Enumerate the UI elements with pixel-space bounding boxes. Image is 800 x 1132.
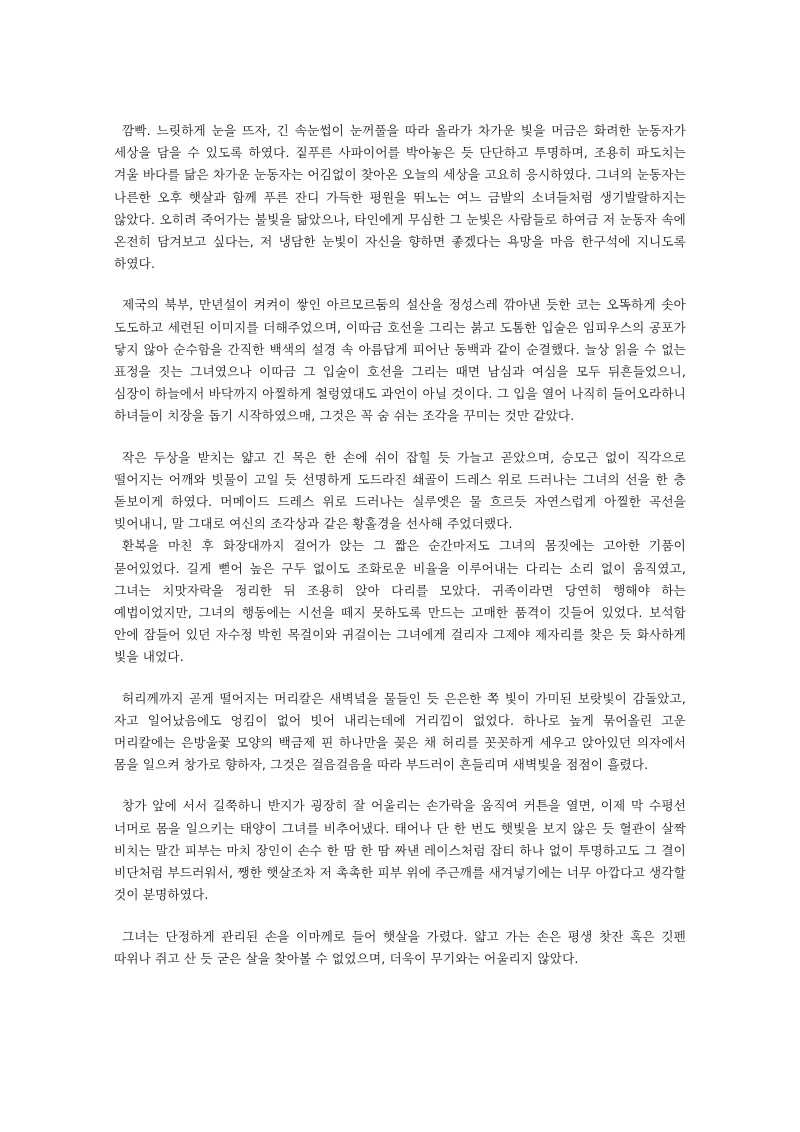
document-body	[114, 120, 686, 989]
paragraph-hands: 그녀는 단정하게 관리된 손을 이마께로 들어 햇살을 가렸다. 얇고 가는 손은 평생 찻잔 혹은 깃펜 따위나 쥐고 산 듯 굳은 살을 찾아볼 수 없었으며, 더욱이 무기와는 어울리지 않았다.	[114, 928, 686, 966]
paragraph-nose-lips: 제국의 북부, 만년설이 켜켜이 쌓인 아르모르둠의 설산을 정성스레 깎아낸 듯한 코는 오똑하게 솟아 도도하고 세련된 이미지를 더해주었으며, 이따금 호선을 그리는 붉고 도톰한 입술은 임피우스의 공포가 닿지 않아 순수함을 간직한 백색의 설경 속 아름답게 피어난 동백과 같이 순결했다. 늘상 읽을 수 없는 표정을 짓는 그녀였으나 이따금 그 입술이 호선을 그리는 때면 남심과 여심을 모두 뒤흔들었으니, 심장이 하늘에서 바닥까지 아찔하게 철렁였대도 과언이 아닐 것이다. 그 입을 열어 나직히 들어오라하니 하녀들이 치장을 돕기 시작하였으매, 그것은 꼭 숨 쉬는 조각을 꾸미는 것만 같았다.	[114, 297, 686, 424]
paragraph-hair: 허리께까지 곧게 떨어지는 머리칼은 새벽녘을 물들인 듯 은은한 쪽 빛이 가미된 보랏빛이 감돌았고, 자고 일어났음에도 엉킴이 없어 빗어 내리는데에 거리낌이 없었다. 하나로 높게 묶어올린 고운 머리칼에는 은방울꽃 모양의 백금제 핀 하나만을 꽂은 채 허리를 꼿꼿하게 세우고 앉아있던 의자에서 몸을 일으켜 창가로 향하자, 그것은 걸음걸음을 따라 부드러이 흔들리며 새벽빛을 점점이 흘렸다.	[114, 690, 686, 773]
paragraph-dressing-table: 환복을 마친 후 화장대까지 걸어가 앉는 그 짧은 순간마저도 그녀의 몸짓에는 고아한 기품이 묻어있었다. 길게 뻗어 높은 구두 없이도 조화로운 비율을 이루어내는 다리는 소리 없이 움직였고, 그녀는 치맛자락을 정리한 뒤 조용히 앉아 다리를 모았다. 귀족이라면 당연히 행해야 하는 예법이었지만, 그녀의 행동에는 시선을 떼지 못하도록 만드는 고매한 품격이 깃들어 있었다. 보석함 안에 잠들어 있던 자수정 박힌 목걸이와 귀걸이는 그녀에게 걸리자 그제야 제자리를 찾은 듯 화사하게 빛을 내었다.	[114, 538, 686, 665]
paragraph-window-skin: 창가 앞에 서서 길쭉하니 반지가 굉장히 잘 어울리는 손가락을 움직여 커튼을 열면, 이제 막 수평선 너머로 몸을 일으키는 태양이 그녀를 비추어냈다. 태어나 단 한 번도 햇빛을 보지 않은 듯 혈관이 살짝 비치는 말간 피부는 마치 장인이 손수 한 땀 한 땀 짜낸 레이스처럼 잡티 하나 없이 투명하고도 그 결이 비단처럼 부드러워서, 쨍한 햇살조차 저 촉촉한 피부 위에 주근깨를 새겨넣기에는 너무 아깝다고 생각할 것이 분명하였다.	[114, 798, 686, 903]
paragraph-eyes: 깜빡. 느릿하게 눈을 뜨자, 긴 속눈썹이 눈꺼풀을 따라 올라가 차가운 빛을 머금은 화려한 눈동자가 세상을 담을 수 있도록 하였다. 짙푸른 사파이어를 박아놓은 듯 단단하고 투명하며, 조용히 파도치는 겨울 바다를 닮은 차가운 눈동자는 어김없이 찾아온 오늘의 세상을 고요히 응시하였다. 그녀의 눈동자는 나른한 오후 햇살과 함께 푸른 잔디 가득한 평원을 뛰노는 여느 금발의 소녀들처럼 생기발랄하지는 않았다. 오히려 죽어가는 불빛을 닮았으나, 타인에게 무심한 그 눈빛은 사람들로 하여금 저 눈동자 속에 온전히 담겨보고 싶다는, 저 냉담한 눈빛이 자신을 향하면 좋겠다는 욕망을 마음 한구석에 지니도록 하였다.	[114, 123, 686, 272]
paragraph-neck-shoulders: 작은 두상을 받치는 얇고 긴 목은 한 손에 쉬이 잡힐 듯 가늘고 곧았으며, 승모근 없이 직각으로 떨어지는 어깨와 빗물이 고일 듯 선명하게 도드라진 쇄골이 드레스 위로 드러나는 그녀의 선을 한 층 돋보이게 하였다. 머메이드 드레스 위로 드러나는 실루엣은 물 흐르듯 자연스럽게 아찔한 곡선을 빚어내니, 말 그대로 여신의 조각상과 같은 황홀경을 선사해 주었더랬다.	[114, 449, 686, 532]
